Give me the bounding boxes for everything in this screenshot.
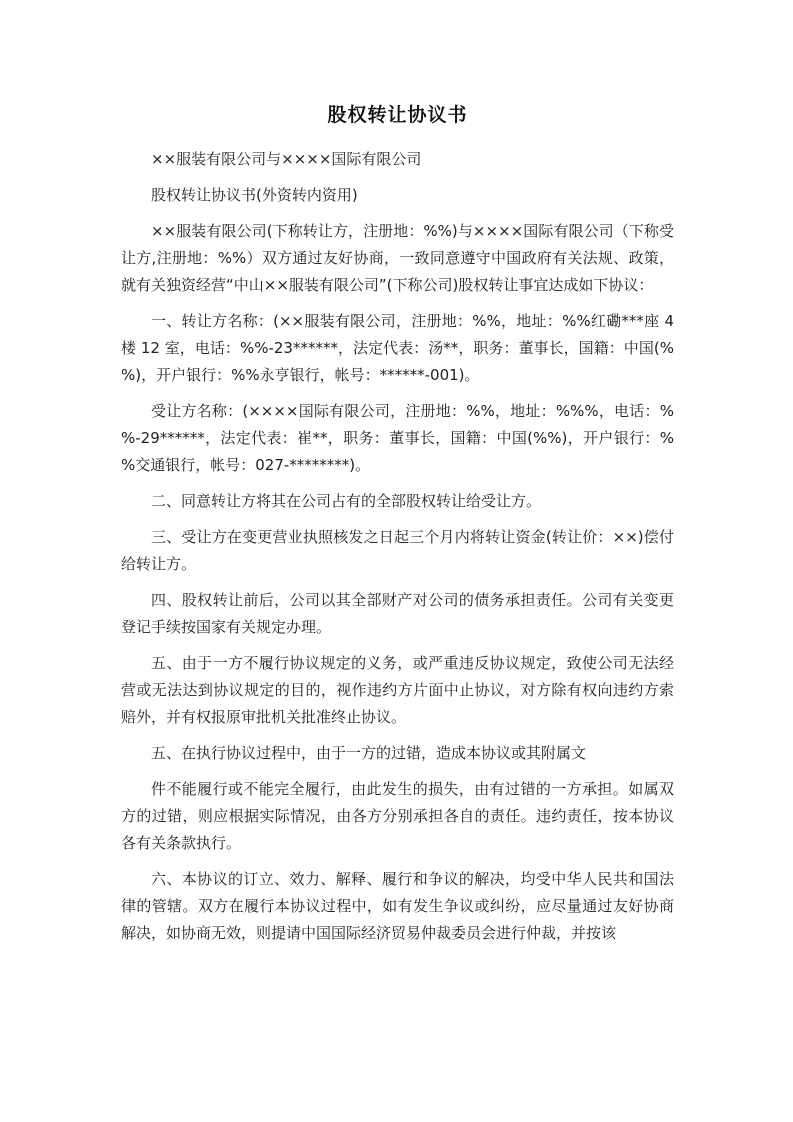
paragraph-clause-5b: 五、在执行协议过程中，由于一方的过错，造成本协议或其附属文 <box>151 744 587 762</box>
paragraph-clause-2: 二、同意转让方将其在公司占有的全部股权转让给受让方。 <box>151 492 542 510</box>
paragraph-transferee: 受让方名称：(××××国际有限公司，注册地：%%，地址：%%%，电话：%%-29******，法定代表：崔**，职务：董事长，国籍：中国(%%)，开户银行：%%交通银行，帐号：027-********)。 <box>121 402 674 474</box>
paragraph-clause-6: 六、本协议的订立、效力、解释、履行和争议的解决，均受中华人民共和国法律的管辖。双方在履行本协议过程中，如有发生争议或纠纷，应尽量通过友好协商解决，如协商无效，则提请中国国际经济贸易仲裁委员会进行仲裁，并按该 <box>121 870 674 942</box>
document-page <box>121 100 674 956</box>
paragraph-clause-3: 三、受让方在变更营业执照核发之日起三个月内将转让资金(转让价：××)偿付给转让方。 <box>121 528 674 573</box>
paragraph-transferor: 一、转让方名称：(××服装有限公司，注册地：%%，地址：%%红磡***座 4 楼 12 室，电话：%%-23******，法定代表：汤**，职务：董事长，国籍：中国(%%)，开户银行：%%永亨银行，帐号：******-001)。 <box>121 312 674 384</box>
paragraph-subtitle: 股权转让协议书(外资转内资用) <box>151 186 358 204</box>
paragraph-parties: ××服装有限公司与××××国际有限公司 <box>151 150 422 168</box>
paragraph-clause-5: 五、由于一方不履行协议规定的义务，或严重违反协议规定，致使公司无法经营或无法达到协议规定的目的，视作违约方片面中止协议，对方除有权向违约方索赔外，并有权报原审批机关批准终止协议。 <box>121 654 674 726</box>
document-title: 股权转让协议书 <box>327 104 468 126</box>
paragraph-clause-4: 四、股权转让前后，公司以其全部财产对公司的债务承担责任。公司有关变更登记手续按国家有关规定办理。 <box>121 591 674 636</box>
paragraph-preamble: ××服装有限公司(下称转让方，注册地：%%)与××××国际有限公司（下称受让方,注册地：%%）双方通过友好协商，一致同意遵守中国政府有关法规、政策，就有关独资经营“中山××服装有限公司”(下称公司)股权转让事宜达成如下协议： <box>121 222 674 294</box>
paragraph-clause-5b-cont: 件不能履行或不能完全履行，由此发生的损失，由有过错的一方承担。如属双方的过错，则应根据实际情况，由各方分别承担各自的责任。违约责任，按本协议各有关条款执行。 <box>121 780 674 852</box>
